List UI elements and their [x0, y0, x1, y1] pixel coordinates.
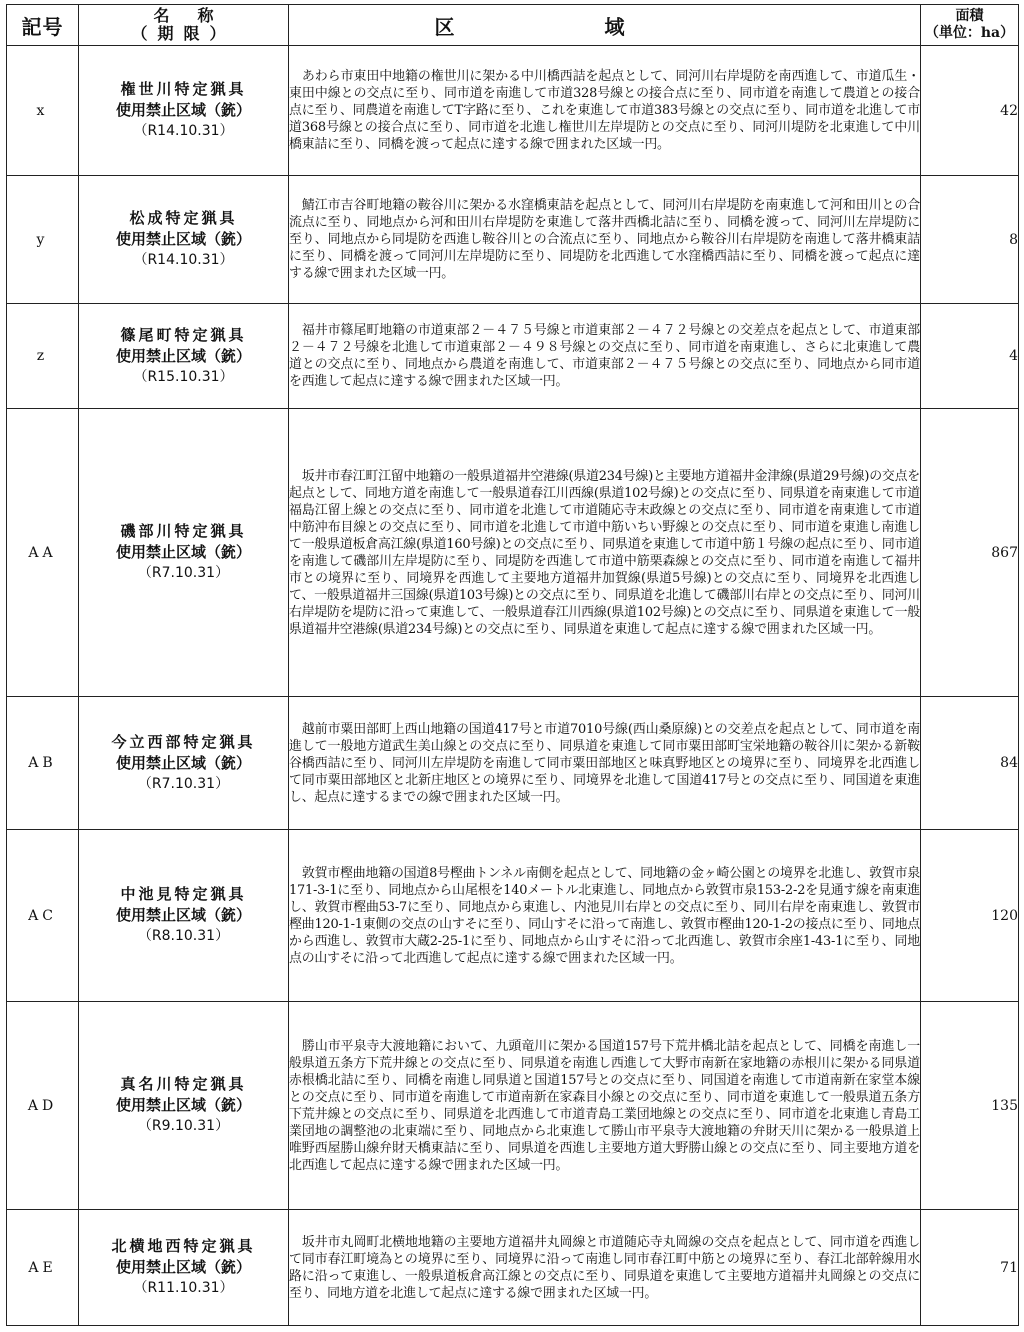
table-row: [7, 1210, 1019, 1326]
row-description: 福井市篠尾町地籍の市道東部２－４７５号線と市道東部２－４７２号線との交差点を起点として、市道東部２－４７２号線を北進して市道東部２－４９８号線との交点に至り、同市道を南東進し、さらに北東進して農道との交点に至り、同地点から農道を南進して、市道東部２－４７５号線との交点に至り、同地点から同市道を西進して起点に達する線で囲まれた区域一円。: [289, 304, 921, 409]
row-name-use: 使用禁止区域（銃）: [115, 101, 251, 119]
row-name: [79, 830, 289, 1002]
row-code: AC: [7, 830, 79, 1002]
row-code: z: [7, 304, 79, 409]
row-name-use: 使用禁止区域（銃）: [115, 346, 251, 365]
row-name-term: （R7.10.31）: [137, 775, 230, 792]
row-name-title: 今立西部特定猟具: [111, 732, 256, 751]
table-row: [7, 830, 1019, 1002]
row-code: AA: [7, 409, 79, 697]
row-name-term: （R14.10.31）: [133, 252, 234, 268]
row-size: 84: [921, 697, 1019, 830]
row-description: 勝山市平泉寺大渡地籍において、九頭竜川に架かる国道157号下荒井橋北詰を起点として、同橋を南進し一般県道五条方下荒井線との交点に至り、同県道を南進し西進して大野市南新在家地籍の赤根川に架かる同県道赤根橋北詰に至り、同橋を南進し同県道と国道157号との交点に至り、同国道を南進して市道南新在家堂本線との交点に至り、同市道を南進して市道南新在家森目小線との交点に至り、同市道を東進して一般県道五条方下荒井線との交点に至り、同県道を北西進して市道青島工業団地線との交点に至り、同市道を北東進し青島工業団地の調整池の北東端に至り、同地点から北東進して勝山市平泉寺大渡地籍の弁財天川に架かる一般県道上唯野西屋勝山線弁財天橋東詰に至り、同県道を西進し主要地方道大野勝山線との交点に至り、同主要地方道を北西進して起点に達する線で囲まれた区域一円。: [289, 1002, 921, 1210]
row-description: 鯖江市吉谷町地籍の鞍谷川に架かる水窪橋東詰を起点として、同河川右岸堤防を南東進して河和田川との合流点に至り、同地点から河和田川右岸堤防を東進して落井西橋北詰に至り、同橋を渡って、同河川左岸堤防に至り、同地点から同堤防を西進し鞍谷川との合流点に至り、同地点から鞍谷川右岸堤防を南進して落井橋東詰に至り、同橋を渡って同河川左岸堤防に至り、同堤防を北西進して水窪橋西詰に至り、同橋を渡って起点に達する線で囲まれた区域一円。: [289, 176, 921, 304]
row-name: [79, 1210, 289, 1326]
row-name: [79, 176, 289, 304]
row-name-term: （R7.10.31）: [137, 565, 230, 581]
row-name: [79, 1002, 289, 1210]
row-size: 8: [921, 176, 1019, 304]
table-row: [7, 1002, 1019, 1210]
header-size-unit: （単位：ha）: [924, 25, 1015, 41]
row-name: [79, 697, 289, 830]
header-term-label: （期限）: [131, 24, 236, 43]
header-name: [79, 5, 289, 46]
row-name-term: （R14.10.31）: [133, 123, 234, 139]
row-name-use: 使用禁止区域（銃）: [115, 1258, 251, 1276]
header-size: [921, 5, 1019, 46]
row-code: AE: [7, 1210, 79, 1326]
row-name-title: 磯部川特定猟具: [120, 522, 247, 540]
row-code: x: [7, 46, 79, 176]
row-description: 坂井市春江町江留中地籍の一般県道福井空港線(県道234号線)と主要地方道福井金津線(県道29号線)の交点を起点として、同地方道を南進して一般県道春江川西線(県道102号線)との交点に至り、同県道を南東進して市道福島江留上線との交点に至り、同市道を北進して市道随応寺末政線との交点に至り、同市道を南東進して市道中筋沖布目線との交点に至り、同市道を北進して市道中筋いちい野線との交点に至り、同市道を東進し南進して一般県道板倉高江線(県道160号線)との交点に至り、同県道を東進して市道中筋１号線の起点に至り、同市道を南進して磯部川左岸堤防に至り、同堤防を西進して市道中筋栗森線との交点に至り、同市道を南進して福井市との境界に至り、同境界を西進して主要地方道福井加賀線(県道5号線)との交点に至り、同境界を北西進して、一般県道福井三国線(県道103号線)との交点に至り、同県道を北進して磯部川右岸との交点に至り、同河川右岸堤防を堤防に沿って東進して、一般県道春江川西線(県道102号線)との交点に至り、同県道を東進して一般県道福井空港線(県道234号線)との交点に至り、同県道を東進して起点に達する線で囲まれた区域一円。: [289, 409, 921, 697]
row-name-use: 使用禁止区域（銃）: [115, 1096, 251, 1114]
row-name-use: 使用禁止区域（銃）: [115, 543, 251, 561]
row-name-title: 篠尾町特定猟具: [120, 325, 247, 344]
table-header-row: [7, 5, 1019, 46]
row-name-term: （R9.10.31）: [137, 1118, 230, 1134]
table-row: [7, 304, 1019, 409]
row-name: [79, 46, 289, 176]
row-description: 敦賀市樫曲地籍の国道8号樫曲トンネル南側を起点として、同地籍の金ヶ崎公園との境界を北進し、敦賀市泉171-3-1に至り、同地点から山尾根を140メートル北東進し、同地点から敦賀市泉153-2-2を見通す線を南東進し、敦賀市樫曲53-7に至り、同地点から東進し、内池見川右岸との交点に至り、同川右岸を南東進し、敦賀市樫曲120-1-1東側の交点の山すそに至り、同山すそに沿って南進し、敦賀市樫曲120-1-2の接点に至り、同地点から西進し、敦賀市大蔵2-25-1に至り、同地点から山すそに沿って北西進し、敦賀市余座1-43-1に至り、同地点の山すそに沿って北西進して起点に達する線で囲まれた区域一円。: [289, 830, 921, 1002]
row-code: AD: [7, 1002, 79, 1210]
table-row: [7, 697, 1019, 830]
row-name-title: 松成特定猟具: [129, 209, 238, 227]
row-size: 135: [921, 1002, 1019, 1210]
row-name-use: 使用禁止区域（銃）: [115, 906, 251, 924]
row-description: 坂井市丸岡町北横地地籍の主要地方道福井丸岡線と市道随応寺丸岡線の交点を起点として、同市道を西進して同市春江町境為との境界に至り、同境界に沿って南進し同市春江町中筋との境界に至り、春江北部幹線用水路に沿って東進し、一般県道板倉高江線との交点に至り、同県道を東進して主要地方道福井丸岡線との交点に至り、同地方道を北進して起点に達する線で囲まれた区域一円。: [289, 1210, 921, 1326]
hunting-restriction-table: [6, 4, 1019, 1326]
header-area: 区域: [289, 5, 921, 46]
row-size: 867: [921, 409, 1019, 697]
row-name-title: 中池見特定猟具: [120, 885, 247, 903]
header-size-label: 面積: [955, 8, 984, 24]
table-row: [7, 46, 1019, 176]
header-name-label: 名称: [153, 6, 242, 25]
table-row: [7, 409, 1019, 697]
row-name-use: 使用禁止区域（銃）: [115, 753, 251, 772]
table-row: [7, 176, 1019, 304]
row-name: [79, 304, 289, 409]
row-name-term: （R15.10.31）: [133, 368, 234, 385]
row-size: 120: [921, 830, 1019, 1002]
row-name-title: 真名川特定猟具: [120, 1075, 247, 1093]
row-name-term: （R8.10.31）: [137, 928, 230, 944]
row-name-title: 北横地西特定猟具: [111, 1237, 256, 1255]
row-size: 42: [921, 46, 1019, 176]
row-description: あわら市東田中地籍の権世川に架かる中川橋西詰を起点として、同河川右岸堤防を南西進して、市道瓜生・東田中線との交点に至り、同市道を南進して市道328号線との接合点に至り、同市道を南進して農道との接合点に至り、同農道を南進してT字路に至り、これを東進して市道383号線との交点に至り、同市道を北進して市道368号線との接合点に至り、同市道を北進し権世川左岸堤防との交点に至り、同河川堤防を北東進して中川橋東詰に至り、同橋を渡って起点に達する線で囲まれた区域一円。: [289, 46, 921, 176]
row-name-term: （R11.10.31）: [133, 1280, 234, 1296]
row-size: 4: [921, 304, 1019, 409]
row-name: [79, 409, 289, 697]
row-code: AB: [7, 697, 79, 830]
row-description: 越前市粟田部町上西山地籍の国道417号と市道7010号線(西山桑原線)との交差点を起点として、同市道を南進して一般地方道武生美山線との交点に至り、同県道を東進して同市粟田部町宝栄地籍の鞍谷川に架かる新鞍谷橋西詰に至り、同河川左岸堤防を南進して同市粟田部地区と味真野地区との境界に至り、同境界を北西進して同市粟田部地区と北新庄地区との境界に至り、同境界を北進して国道417号との交点に至り、同国道を東進し、起点に達するまでの線で囲まれた区域一円。: [289, 697, 921, 830]
row-code: y: [7, 176, 79, 304]
row-size: 71: [921, 1210, 1019, 1326]
row-name-use: 使用禁止区域（銃）: [115, 230, 251, 248]
header-code: 記号: [7, 5, 79, 46]
row-name-title: 権世川特定猟具: [120, 80, 247, 98]
